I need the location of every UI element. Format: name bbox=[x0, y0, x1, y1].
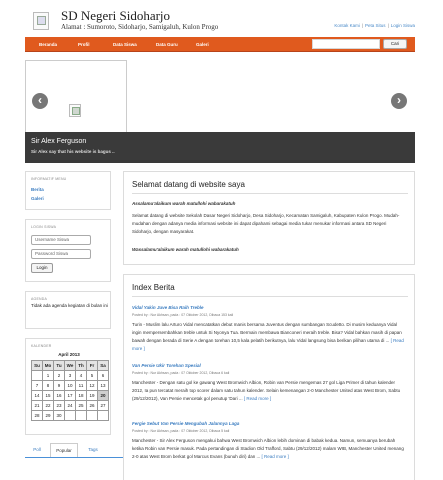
calendar-day bbox=[87, 411, 98, 421]
calendar-day[interactable]: 20 bbox=[98, 391, 109, 401]
nav-item-data-siswa[interactable]: Data Siswa bbox=[113, 42, 137, 47]
calendar-day[interactable]: 24 bbox=[65, 401, 76, 411]
news-meta: Posted by : Nur Akhsan, pada : 07 Oktober 2012, Dibaca 5 kali bbox=[132, 429, 230, 433]
image-slider bbox=[25, 60, 415, 164]
info-menu-panel bbox=[25, 171, 111, 210]
calendar-day bbox=[76, 411, 87, 421]
news-excerpt bbox=[132, 437, 404, 461]
calendar-day[interactable]: 9 bbox=[54, 381, 65, 391]
login-heading: LOGIN SISWA bbox=[31, 225, 57, 229]
calendar-day[interactable]: 7 bbox=[32, 381, 43, 391]
calendar-day bbox=[32, 371, 43, 381]
calendar-day bbox=[65, 411, 76, 421]
calendar-week bbox=[32, 371, 109, 381]
welcome-panel bbox=[123, 171, 415, 265]
calendar-day[interactable]: 17 bbox=[65, 391, 76, 401]
info-menu-heading: INFORMATIF MENU bbox=[31, 177, 67, 181]
calendar-week bbox=[32, 381, 109, 391]
calendar-day[interactable]: 21 bbox=[32, 401, 43, 411]
calendar-day[interactable]: 30 bbox=[54, 411, 65, 421]
agenda-panel bbox=[25, 291, 111, 329]
calendar-day[interactable]: 1 bbox=[43, 371, 54, 381]
tab-popular[interactable]: Popular bbox=[50, 443, 78, 457]
calendar-table bbox=[31, 360, 109, 421]
calendar-week bbox=[32, 411, 109, 421]
link-kontak-kami[interactable]: Kontak Kami bbox=[334, 23, 360, 28]
calendar-day bbox=[98, 411, 109, 421]
calendar-day[interactable]: 8 bbox=[43, 381, 54, 391]
news-meta: Posted by : Nur Akhsan, pada : 07 Oktober 2012, Dibaca 153 kali bbox=[132, 313, 234, 317]
nav-item-data-guru[interactable]: Data Guru bbox=[156, 42, 178, 47]
slide-caption-title: Sir Alex Ferguson bbox=[31, 138, 87, 145]
calendar-day-header: Fr bbox=[87, 361, 98, 371]
link-peta-situs[interactable]: Peta Situs bbox=[365, 23, 386, 28]
nav-item-beranda[interactable]: Beranda bbox=[39, 42, 58, 47]
read-more-link[interactable]: [ Read more ] bbox=[243, 396, 272, 401]
calendar-day[interactable]: 18 bbox=[76, 391, 87, 401]
read-more-link[interactable]: [ Read more ] bbox=[261, 454, 289, 459]
calendar-day-header: Su bbox=[32, 361, 43, 371]
news-excerpt bbox=[132, 321, 404, 353]
slide-caption-text: Sir Alex say that his website is bagus .. bbox=[31, 149, 115, 154]
slide-caption bbox=[25, 132, 415, 163]
link-login-siswa[interactable]: Login Siswa bbox=[390, 23, 415, 28]
calendar-panel bbox=[25, 338, 111, 435]
login-panel bbox=[25, 219, 111, 282]
news-excerpt-text: Manchester - Dengan satu gol ke gawang West Bromwich Albion, Robin van Persie mengemas 27 gol Liga Primer di tahun kalender 2012, Ia pun tercatat meraih top scorer dalam satu tahun kalender. Selain kemenangan 2-0 Manchester United atas West Brom, Sabtu (29/12/2012), Van Persie mencetak gol penutup 'Dari ... bbox=[132, 380, 401, 401]
calendar-day[interactable]: 23 bbox=[54, 401, 65, 411]
site-address: Alamat : Sumoroto, Sidoharjo, Samigaluh, Kulon Progo bbox=[61, 23, 219, 31]
site-header bbox=[25, 6, 415, 34]
calendar-day-header: Mo bbox=[43, 361, 54, 371]
sidebar-tabs bbox=[25, 443, 127, 457]
news-meta: Posted by : Nur Akhsan, pada : 07 Oktober 2012, Dibaca 6 kali bbox=[132, 371, 230, 375]
welcome-closing: Wassalamu'alaikum warah matullohi wabarakatuh bbox=[132, 247, 239, 252]
nav-item-galeri[interactable]: Galeri bbox=[196, 42, 209, 47]
calendar-day-header: Th bbox=[76, 361, 87, 371]
calendar-day[interactable]: 11 bbox=[76, 381, 87, 391]
logo-image bbox=[33, 12, 49, 30]
login-button[interactable]: Login bbox=[31, 263, 53, 273]
welcome-paragraph: Selamat datang di website Sekolah Dasar Negeri Sidoharjo, Desa Sidoharjo, Kecamatan Samigaluh, Kabupaten Kulon Progo. Mudah-mudahan dengan adanya media informasi website ini dapat dipahami sebagai media tukar menukar informasi antara SD Negeri Sidoharjo, dengan masyarakat. bbox=[132, 213, 400, 234]
news-title-link[interactable]: Fergie Sebut Van Persie Mengubah Jalannya Laga bbox=[132, 421, 240, 426]
calendar-day[interactable]: 27 bbox=[98, 401, 109, 411]
news-heading: Index Berita bbox=[132, 283, 175, 292]
sidebar-link-berita[interactable]: Berita bbox=[31, 187, 44, 192]
calendar-day[interactable]: 12 bbox=[87, 381, 98, 391]
page-container bbox=[25, 0, 415, 480]
sidebar-link-galeri[interactable]: Galeri bbox=[31, 196, 44, 201]
calendar-day[interactable]: 10 bbox=[65, 381, 76, 391]
calendar-heading: KALENDER bbox=[31, 344, 52, 348]
calendar-day[interactable]: 15 bbox=[43, 391, 54, 401]
calendar-week bbox=[32, 391, 109, 401]
nav-item-profil[interactable]: Profil bbox=[78, 42, 90, 47]
site-title: SD Negeri Sidoharjo bbox=[61, 8, 171, 23]
divider bbox=[132, 193, 408, 194]
calendar-day[interactable]: 16 bbox=[54, 391, 65, 401]
calendar-day[interactable]: 5 bbox=[87, 371, 98, 381]
calendar-day[interactable]: 25 bbox=[76, 401, 87, 411]
news-title-link[interactable]: Vidal Yakin Juve Bisa Raih Treble bbox=[132, 305, 204, 310]
calendar-day[interactable]: 19 bbox=[87, 391, 98, 401]
top-links: Kontak Kami | Peta Situs | Login Siswa bbox=[334, 23, 415, 28]
calendar-day[interactable]: 29 bbox=[43, 411, 54, 421]
calendar-title: April 2013 bbox=[58, 352, 80, 357]
search-input[interactable] bbox=[312, 39, 380, 49]
calendar-day-header: Sa bbox=[98, 361, 109, 371]
calendar-day[interactable]: 26 bbox=[87, 401, 98, 411]
news-excerpt-text: Manchester - Sir Alex Ferguson mengakui bahwa West Bromwich Albion lebih dominan di babak kedua. Namun, semuanya berubah ketika Robin van Persie masuk. Pada pertandingan di Stadion Old Trafford, Sabtu (29/12/2012) malam WIB, Manchester United menang 2-0 atas West Brom berkat gol Marcus Evans (bunuh diri) dan ... bbox=[132, 438, 404, 459]
password-field[interactable]: Password Siswa bbox=[31, 249, 91, 259]
agenda-text: Tidak ada agenda kegiatan di bulan ini bbox=[31, 303, 108, 308]
calendar-day[interactable]: 6 bbox=[98, 371, 109, 381]
news-excerpt-text: Turin - Muslim lalu Arturo Vidal mencatatkan debut manis bersama Juventus dengan sumbangan Scudetto. Di musim keduanya Vidal ingin mempersembahkan treble untuk Si Nyonya Tua. Bermain membawa Bianconeri meraih treble. Bisa? Vidal bahkan masih di papan bawah dengan berada di Serie A dengan torehan 10,5 kala pelatih berikutnya, lalu Vidal langsung bisa berikan pilihan utama di ... bbox=[132, 322, 402, 343]
calendar-day[interactable]: 3 bbox=[65, 371, 76, 381]
welcome-greeting: Assalamu'alaikum warah matullohi wabarakatuh bbox=[132, 201, 236, 206]
slider-next-arrow-icon[interactable]: › bbox=[391, 93, 407, 109]
username-field[interactable]: Username Siswa bbox=[31, 235, 91, 245]
calendar-day[interactable]: 13 bbox=[98, 381, 109, 391]
calendar-day-header: Tu bbox=[54, 361, 65, 371]
calendar-day[interactable]: 22 bbox=[43, 401, 54, 411]
news-panel bbox=[123, 274, 415, 480]
news-title-link[interactable]: Van Persie Ukir Torehan Spesial bbox=[132, 363, 201, 368]
news-excerpt bbox=[132, 379, 404, 403]
slider-prev-arrow-icon[interactable]: ‹ bbox=[32, 93, 48, 109]
welcome-title: Selamat datang di website saya bbox=[132, 180, 245, 189]
main-navbar bbox=[25, 37, 415, 52]
divider bbox=[132, 296, 408, 297]
tab-poll[interactable]: Poll bbox=[33, 447, 41, 452]
tab-tags[interactable]: Tags bbox=[88, 447, 98, 452]
calendar-week bbox=[32, 401, 109, 411]
calendar-day[interactable]: 2 bbox=[54, 371, 65, 381]
calendar-day[interactable]: 28 bbox=[32, 411, 43, 421]
calendar-day[interactable]: 4 bbox=[76, 371, 87, 381]
slide-image bbox=[69, 104, 81, 117]
agenda-heading: AGENDA bbox=[31, 297, 47, 301]
calendar-day[interactable]: 14 bbox=[32, 391, 43, 401]
search-button[interactable]: Cari bbox=[383, 39, 407, 49]
read-more-link[interactable]: [ Read more ] bbox=[132, 338, 404, 351]
calendar-day-header: We bbox=[65, 361, 76, 371]
